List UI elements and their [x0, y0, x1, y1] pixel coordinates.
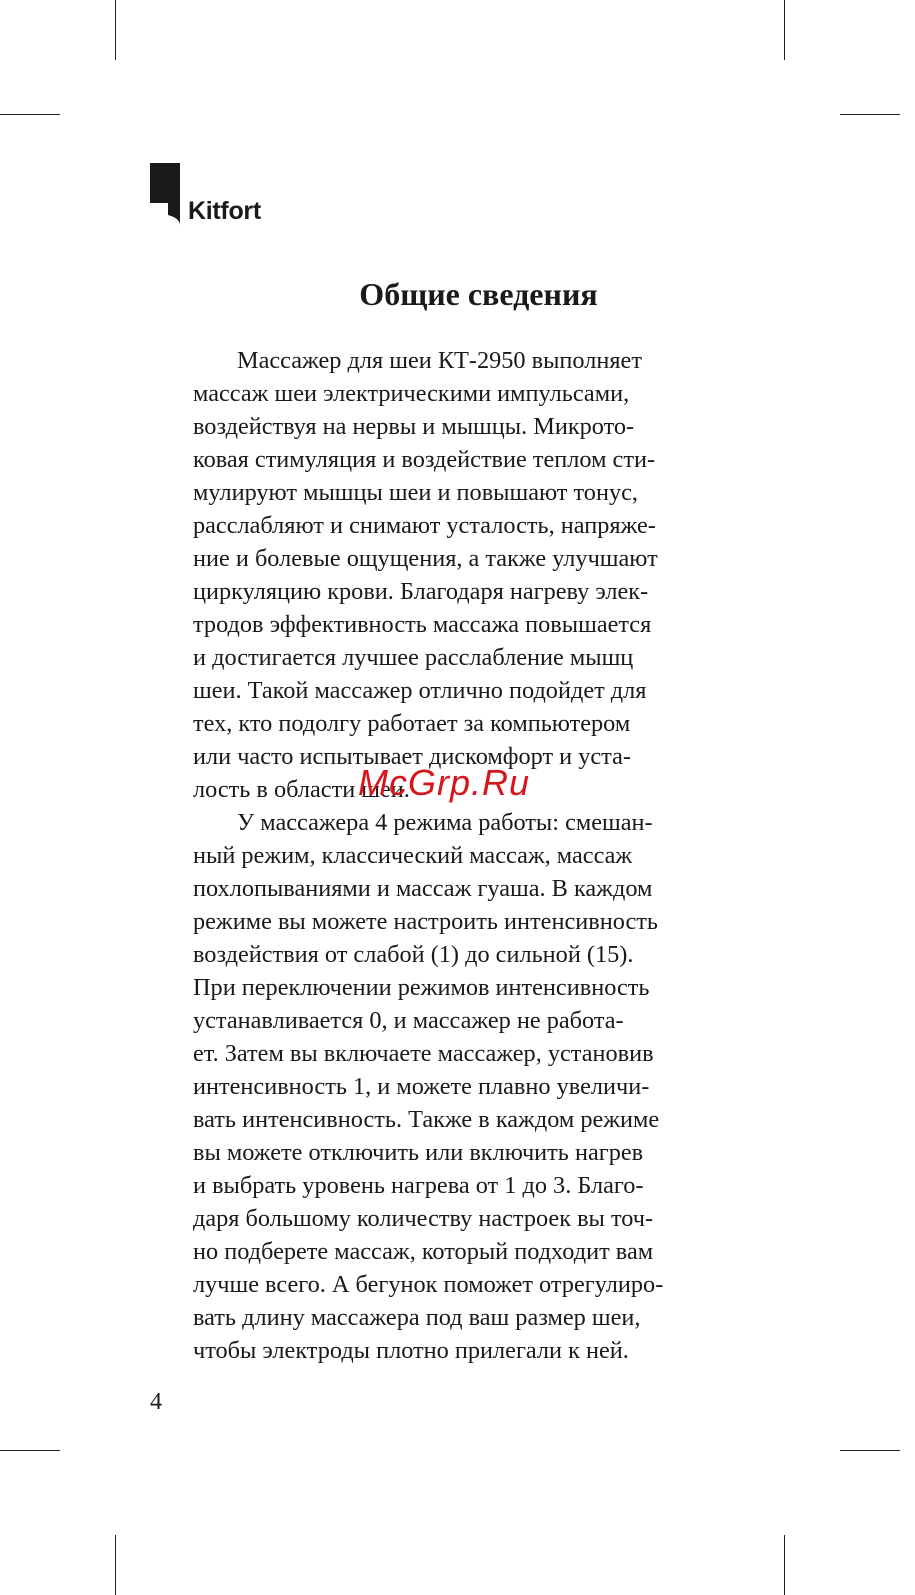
brand-logo	[150, 163, 280, 233]
text-line: У массажера 4 режима работы: смешан-	[237, 809, 653, 836]
text-line: мулируют мышцы шеи и повышают тонус,	[193, 479, 638, 506]
crop-mark-bottom-left	[115, 1535, 116, 1595]
section-title: Общие сведения	[359, 276, 598, 312]
text-line: чтобы электроды плотно прилегали к ней.	[193, 1337, 629, 1364]
page-number: 4	[150, 1389, 162, 1415]
paragraph-1	[193, 344, 728, 806]
text-line: ковая стимуляция и воздействие теплом сти-	[193, 446, 656, 473]
text-line: вы можете отключить или включить нагрев	[193, 1139, 644, 1166]
text-line: ет. Затем вы включаете массажер, установив	[193, 1040, 654, 1067]
text-line: воздействия от слабой (1) до сильной (15).	[193, 941, 634, 968]
crop-mark-left-bottom	[0, 1450, 60, 1451]
text-line: ние и болевые ощущения, а также улучшают	[193, 545, 658, 572]
text-line: При переключении режимов интенсивность	[193, 974, 650, 1001]
text-line: тех, кто подолгу работает за компьютером	[193, 710, 631, 737]
crop-mark-left-top	[0, 114, 60, 115]
body-text	[193, 344, 728, 1367]
text-line: и выбрать уровень нагрева от 1 до 3. Благо-	[193, 1172, 644, 1199]
crop-mark-right-bottom	[840, 1450, 900, 1451]
text-line: тродов эффективность массажа повышается	[193, 611, 652, 638]
text-line: устанавливается 0, и массажер не работа-	[193, 1007, 624, 1034]
text-line: воздействуя на нервы и мышцы. Микрото-	[193, 413, 635, 440]
brand-name: Kitfort	[188, 197, 261, 225]
text-line: похлопываниями и массаж гуаша. В каждом	[193, 875, 653, 902]
text-line: лучше всего. А бегунок поможет отрегулиро-	[193, 1271, 664, 1298]
text-line: шеи. Такой массажер отлично подойдет для	[193, 677, 647, 704]
text-line: циркуляцию крови. Благодаря нагреву элек-	[193, 578, 649, 605]
text-line: но подберете массаж, который подходит вам	[193, 1238, 654, 1265]
text-line: лость в области шеи.	[193, 776, 410, 803]
text-line: Массажер для шеи КТ-2950 выполняет	[237, 347, 642, 374]
crop-mark-bottom-right	[784, 1535, 785, 1595]
text-line: вать длину массажера под ваш размер шеи,	[193, 1304, 641, 1331]
paragraph-2	[193, 806, 728, 1367]
crop-mark-right-top	[840, 114, 900, 115]
text-line: или часто испытывает дискомфорт и уста-	[193, 743, 631, 770]
text-line: массаж шеи электрическими импульсами,	[193, 380, 630, 407]
text-line: даря большому количеству настроек вы точ-	[193, 1205, 654, 1232]
text-line: и достигается лучшее расслабление мышц	[193, 644, 634, 671]
text-line: режиме вы можете настроить интенсивность	[193, 908, 658, 935]
crop-mark-top-right	[784, 0, 785, 60]
text-line: вать интенсивность. Также в каждом режиме	[193, 1106, 660, 1133]
text-line: расслабляют и снимают усталость, напряже-	[193, 512, 656, 539]
watermark: McGrp.Ru	[358, 762, 531, 803]
text-line: интенсивность 1, и можете плавно увеличи-	[193, 1073, 650, 1100]
crop-mark-top-left	[115, 0, 116, 60]
text-line: ный режим, классический массаж, массаж	[193, 842, 633, 869]
kitfort-logo-icon	[150, 163, 180, 225]
